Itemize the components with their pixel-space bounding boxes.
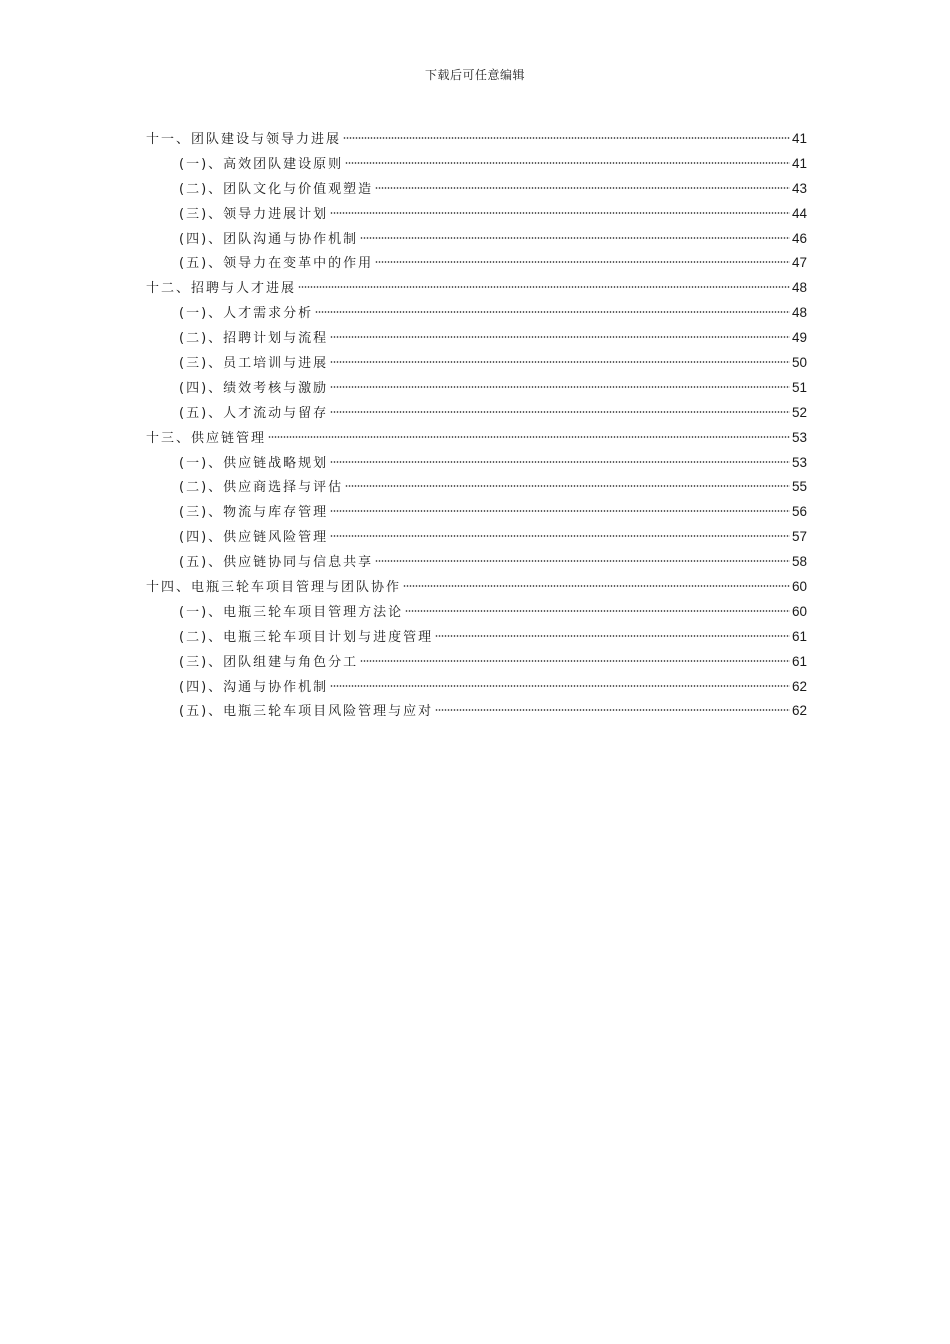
dot-leader — [405, 610, 790, 612]
toc-entry-title: (五)、人才流动与留存 — [179, 405, 329, 421]
toc-entry-page-number: 55 — [791, 479, 807, 495]
toc-section-entry[interactable] — [146, 451, 807, 476]
page-header-note: 下载后可任意编辑 — [424, 68, 525, 82]
toc-entry-page-number: 53 — [791, 429, 807, 445]
toc-entry-page-number: 47 — [791, 255, 807, 271]
dot-leader — [330, 685, 790, 687]
dot-leader — [435, 635, 790, 637]
dot-leader — [360, 660, 790, 662]
toc-entry-page-number: 62 — [791, 678, 807, 694]
toc-chapter-entry[interactable] — [146, 276, 807, 301]
dot-leader — [268, 436, 790, 438]
toc-entry-page-number: 50 — [791, 355, 807, 371]
toc-entry-title: (四)、沟通与协作机制 — [179, 679, 329, 695]
dot-leader — [403, 585, 790, 587]
dot-leader — [330, 212, 790, 214]
toc-section-entry[interactable] — [146, 550, 807, 575]
toc-entry-title: (五)、领导力在变革中的作用 — [179, 256, 374, 272]
toc-entry-title: (四)、绩效考核与激励 — [179, 380, 329, 396]
toc-entry-title: (一)、供应链战略规划 — [179, 455, 329, 471]
toc-entry-title: (三)、员工培训与进展 — [179, 356, 329, 372]
toc-entry-page-number: 46 — [791, 230, 807, 246]
dot-leader — [435, 709, 790, 711]
dot-leader — [375, 187, 790, 189]
toc-section-entry[interactable] — [146, 177, 807, 202]
toc-entry-title: (三)、物流与库存管理 — [179, 505, 329, 521]
toc-section-entry[interactable] — [146, 251, 807, 276]
toc-entry-title: 十四、电瓶三轮车项目管理与团队协作 — [146, 580, 402, 596]
toc-entry-title: (二)、招聘计划与流程 — [179, 331, 329, 347]
toc-entry-page-number: 44 — [791, 205, 807, 221]
toc-entry-title: (三)、领导力进展计划 — [179, 206, 329, 222]
dot-leader — [330, 361, 790, 363]
toc-entry-title: 十一、团队建设与领导力进展 — [146, 132, 342, 147]
toc-entry-page-number: 60 — [791, 603, 807, 619]
toc-entry-title: (二)、供应商选择与评估 — [179, 480, 344, 496]
toc-entry-title: (一)、高效团队建设原则 — [179, 156, 344, 172]
dot-leader — [315, 311, 790, 313]
toc-entry-page-number: 41 — [791, 155, 807, 171]
toc-section-entry[interactable] — [146, 675, 807, 700]
toc-section-entry[interactable] — [146, 227, 807, 252]
toc-section-entry[interactable] — [146, 152, 807, 177]
toc-entry-page-number: 41 — [791, 131, 807, 146]
toc-entry-page-number: 48 — [791, 305, 807, 321]
toc-entry-title: 十三、供应链管理 — [146, 430, 267, 446]
toc-chapter-entry[interactable] — [146, 127, 807, 152]
dot-leader — [330, 386, 790, 388]
toc-entry-title: (二)、团队文化与价值观塑造 — [179, 181, 374, 197]
toc-entry-title: (二)、电瓶三轮车项目计划与进度管理 — [179, 629, 434, 645]
toc-section-entry[interactable] — [146, 525, 807, 550]
toc-entry-page-number: 61 — [791, 628, 807, 644]
toc-section-entry[interactable] — [146, 202, 807, 227]
toc-entry-title: (四)、供应链风险管理 — [179, 530, 329, 546]
dot-leader — [330, 535, 790, 537]
toc-entry-title: (一)、电瓶三轮车项目管理方法论 — [179, 604, 404, 620]
toc-entry-page-number: 62 — [791, 703, 807, 719]
dot-leader — [330, 461, 790, 463]
dot-leader — [345, 485, 790, 487]
toc-entry-page-number: 60 — [791, 579, 807, 595]
toc-section-entry[interactable] — [146, 376, 807, 401]
toc-entry-page-number: 53 — [791, 454, 807, 470]
toc-entry-title: (四)、团队沟通与协作机制 — [179, 231, 359, 247]
dot-leader — [330, 411, 790, 413]
toc-entry-page-number: 56 — [791, 504, 807, 520]
dot-leader — [343, 137, 790, 139]
toc-section-entry[interactable] — [146, 625, 807, 650]
toc-chapter-entry[interactable] — [146, 426, 807, 451]
toc-section-entry[interactable] — [146, 600, 807, 625]
dot-leader — [330, 336, 790, 338]
toc-section-entry[interactable] — [146, 401, 807, 426]
toc-entry-page-number: 52 — [791, 404, 807, 420]
toc-entry-page-number: 49 — [791, 330, 807, 346]
toc-entry-page-number: 51 — [791, 379, 807, 395]
toc-entry-title: (一)、人才需求分析 — [179, 306, 314, 322]
dot-leader — [345, 162, 790, 164]
dot-leader — [375, 560, 790, 562]
toc-section-entry[interactable] — [146, 699, 807, 724]
dot-leader — [360, 237, 790, 239]
table-of-contents — [146, 127, 807, 724]
toc-entry-page-number: 58 — [791, 554, 807, 570]
toc-section-entry[interactable] — [146, 301, 807, 326]
toc-entry-title: 十二、招聘与人才进展 — [146, 281, 297, 297]
toc-section-entry[interactable] — [146, 650, 807, 675]
toc-entry-page-number: 48 — [791, 280, 807, 296]
dot-leader — [375, 261, 790, 263]
toc-section-entry[interactable] — [146, 475, 807, 500]
toc-entry-title: (三)、团队组建与角色分工 — [179, 654, 359, 670]
dot-leader — [298, 286, 790, 288]
toc-entry-page-number: 61 — [791, 653, 807, 669]
toc-entry-title: (五)、电瓶三轮车项目风险管理与应对 — [179, 704, 434, 720]
dot-leader — [330, 510, 790, 512]
toc-section-entry[interactable] — [146, 500, 807, 525]
toc-section-entry[interactable] — [146, 326, 807, 351]
toc-entry-page-number: 43 — [791, 180, 807, 196]
toc-entry-title: (五)、供应链协同与信息共享 — [179, 555, 374, 571]
toc-chapter-entry[interactable] — [146, 575, 807, 600]
toc-section-entry[interactable] — [146, 351, 807, 376]
toc-entry-page-number: 57 — [791, 529, 807, 545]
